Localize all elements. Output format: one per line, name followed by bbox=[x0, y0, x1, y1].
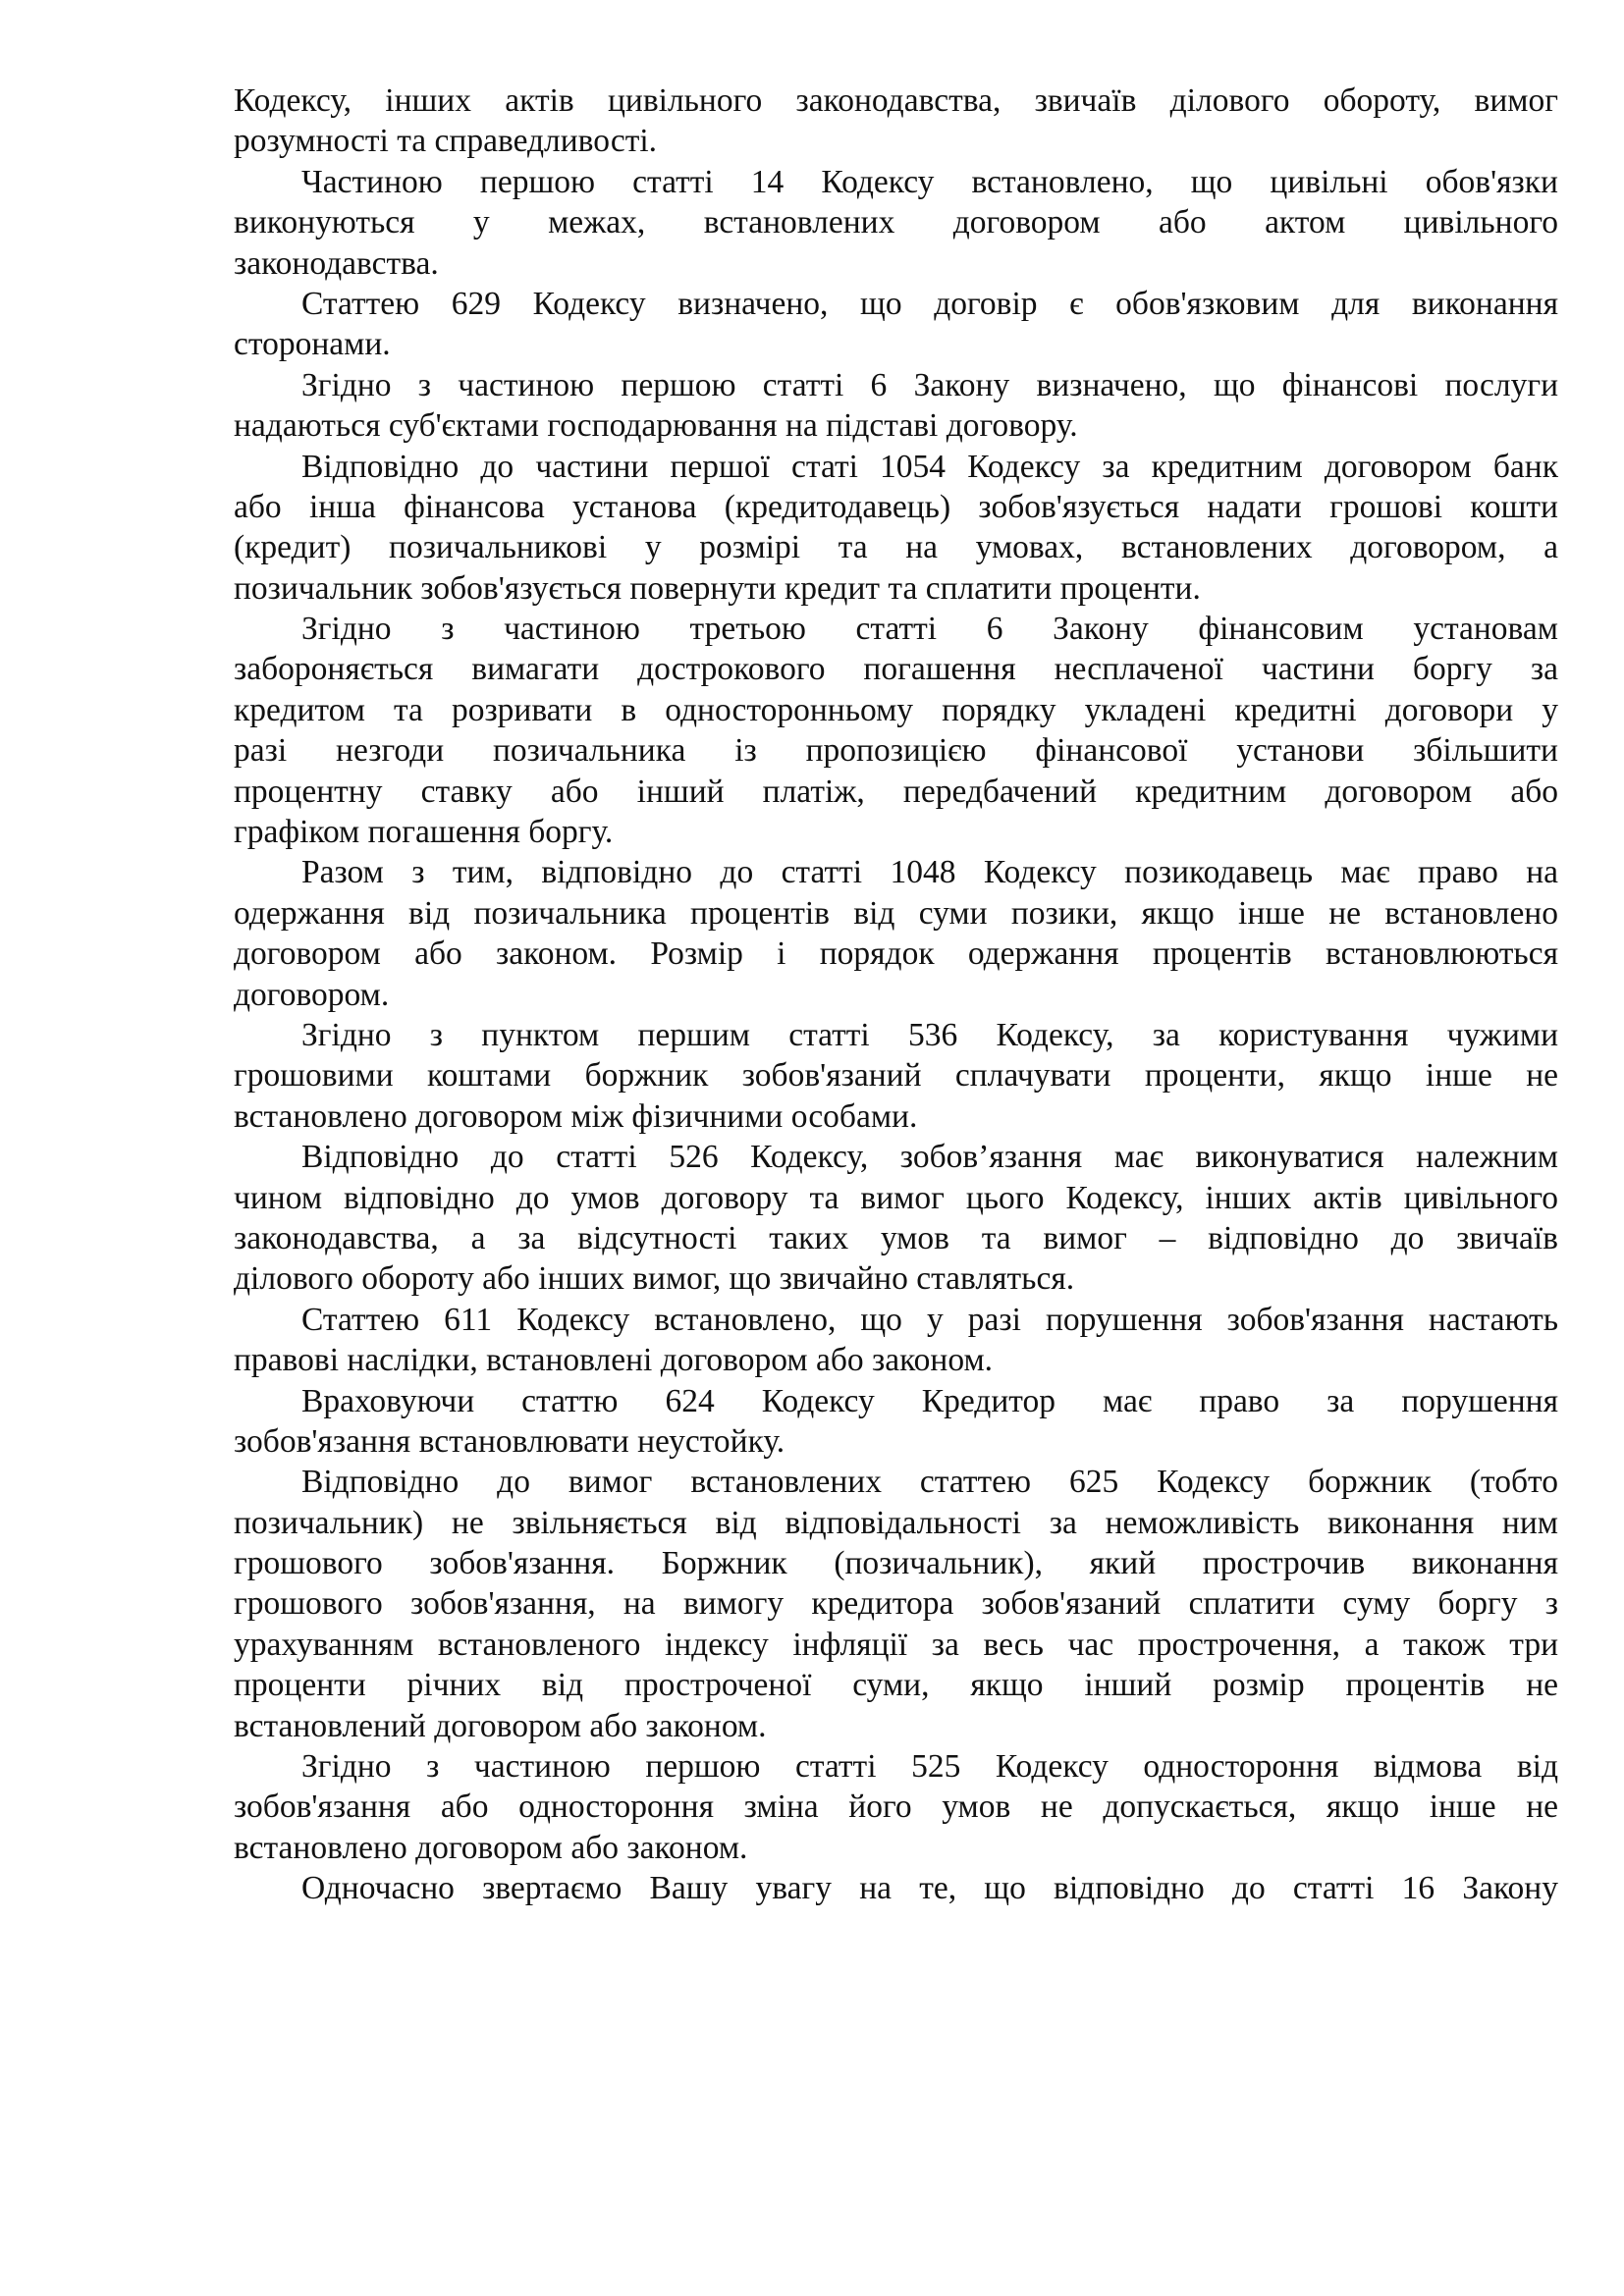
text-line: встановлено договором або законом. bbox=[234, 1829, 748, 1866]
paragraph bbox=[234, 162, 1558, 284]
paragraph bbox=[234, 284, 1558, 365]
text-line: Одночасно звертаємо Вашу увагу на те, що відповідно до статті 16 Закону bbox=[301, 1870, 1558, 1907]
text-line: виконуються у межах, встановлених договором або актом цивільного bbox=[234, 204, 1558, 241]
text-line: графіком погашення боргу. bbox=[234, 814, 614, 851]
paragraph bbox=[234, 1381, 1558, 1463]
paragraph bbox=[234, 80, 1558, 162]
paragraph bbox=[234, 1868, 1558, 1908]
text-line: Відповідно до вимог встановлених статтею 625 Кодексу боржник (тобто bbox=[301, 1464, 1558, 1501]
paragraph bbox=[234, 1746, 1558, 1868]
text-line: Згідно з частиною першою статті 6 Закону визначено, що фінансові послуги bbox=[301, 366, 1558, 403]
text-line: Разом з тим, відповідно до статті 1048 Кодексу позикодавець має право на bbox=[301, 854, 1558, 891]
text-line: разі незгоди позичальника із пропозицією фінансової установи збільшити bbox=[234, 732, 1558, 770]
text-line: чином відповідно до умов договору та вимог цього Кодексу, інших актів цивільного bbox=[234, 1179, 1558, 1216]
text-line: позичальник) не звільняється від відповідальності за неможливість виконання ним bbox=[234, 1504, 1558, 1541]
text-line: Згідно з частиною першою статті 525 Кодексу одностороння відмова від bbox=[301, 1748, 1558, 1786]
paragraph bbox=[234, 1462, 1558, 1746]
text-line: або інша фінансова установа (кредитодавець) зобов'язується надати грошові кошти bbox=[234, 488, 1558, 525]
paragraph bbox=[234, 609, 1558, 852]
text-line: встановлений договором або законом. bbox=[234, 1707, 767, 1744]
text-line: Згідно з пунктом першим статті 536 Кодексу, за користування чужими bbox=[301, 1016, 1558, 1053]
text-line: законодавства. bbox=[234, 244, 439, 282]
text-line: розумності та справедливості. bbox=[234, 123, 658, 160]
text-line: Статтею 629 Кодексу визначено, що договір є обов'язковим для виконання bbox=[301, 285, 1558, 322]
text-line: сторонами. bbox=[234, 326, 391, 363]
text-line: Відповідно до статті 526 Кодексу, зобов’язання має виконуватися належним bbox=[301, 1139, 1558, 1176]
paragraph bbox=[234, 447, 1558, 610]
text-line: (кредит) позичальникові у розмірі та на умовах, встановлених договором, а bbox=[234, 529, 1558, 566]
text-line: законодавства, а за відсутності таких умов та вимог – відповідно до звичаїв bbox=[234, 1219, 1558, 1256]
text-line: Частиною першою статті 14 Кодексу встановлено, що цивільні обов'язки bbox=[301, 163, 1558, 200]
text-line: договором. bbox=[234, 976, 390, 1013]
paragraph bbox=[234, 365, 1558, 447]
paragraph bbox=[234, 1015, 1558, 1137]
text-line: позичальник зобов'язується повернути кредит та сплатити проценти. bbox=[234, 569, 1201, 607]
text-line: грошового зобов'язання. Боржник (позичальник), який прострочив виконання bbox=[234, 1545, 1558, 1582]
text-line: грошовими коштами боржник зобов'язаний сплачувати проценти, якщо інше не bbox=[234, 1057, 1558, 1095]
text-line: договором або законом. Розмір і порядок одержання процентів встановлюються bbox=[234, 935, 1558, 973]
text-line: кредитом та розривати в односторонньому порядку укладені кредитні договори у bbox=[234, 691, 1558, 728]
text-line: забороняється вимагати дострокового погашення несплаченої частини боргу за bbox=[234, 651, 1558, 688]
paragraph bbox=[234, 1137, 1558, 1300]
text-line: ділового обороту або інших вимог, що звичайно ставляться. bbox=[234, 1260, 1075, 1298]
text-line: Статтею 611 Кодексу встановлено, що у разі порушення зобов'язання настають bbox=[301, 1301, 1558, 1338]
document-body bbox=[234, 80, 1558, 1909]
text-line: Кодексу, інших актів цивільного законодавства, звичаїв ділового обороту, вимог bbox=[234, 82, 1558, 119]
text-line: зобов'язання або одностороння зміна його умов не допускається, якщо інше не bbox=[234, 1789, 1558, 1826]
text-line: Враховуючи статтю 624 Кодексу Кредитор має право за порушення bbox=[301, 1382, 1558, 1419]
text-line: Відповідно до частини першої статі 1054 Кодексу за кредитним договором банк bbox=[301, 448, 1558, 485]
text-line: встановлено договором між фізичними особами. bbox=[234, 1097, 918, 1135]
paragraph bbox=[234, 1300, 1558, 1381]
text-line: надаються суб'єктами господарювання на підставі договору. bbox=[234, 407, 1078, 445]
text-line: правові наслідки, встановлені договором або законом. bbox=[234, 1342, 994, 1379]
paragraph bbox=[234, 852, 1558, 1015]
text-line: проценти річних від простроченої суми, якщо інший розмір процентів не bbox=[234, 1667, 1558, 1704]
text-line: Згідно з частиною третьою статті 6 Закону фінансовим установам bbox=[301, 611, 1558, 648]
text-line: одержання від позичальника процентів від суми позики, якщо інше не встановлено bbox=[234, 894, 1558, 932]
text-line: зобов'язання встановлювати неустойку. bbox=[234, 1422, 785, 1460]
text-line: урахуванням встановленого індексу інфляції за весь час прострочення, а також три bbox=[234, 1626, 1558, 1663]
text-line: процентну ставку або інший платіж, передбачений кредитним договором або bbox=[234, 773, 1558, 810]
text-line: грошового зобов'язання, на вимогу кредитора зобов'язаний сплатити суму боргу з bbox=[234, 1585, 1558, 1623]
